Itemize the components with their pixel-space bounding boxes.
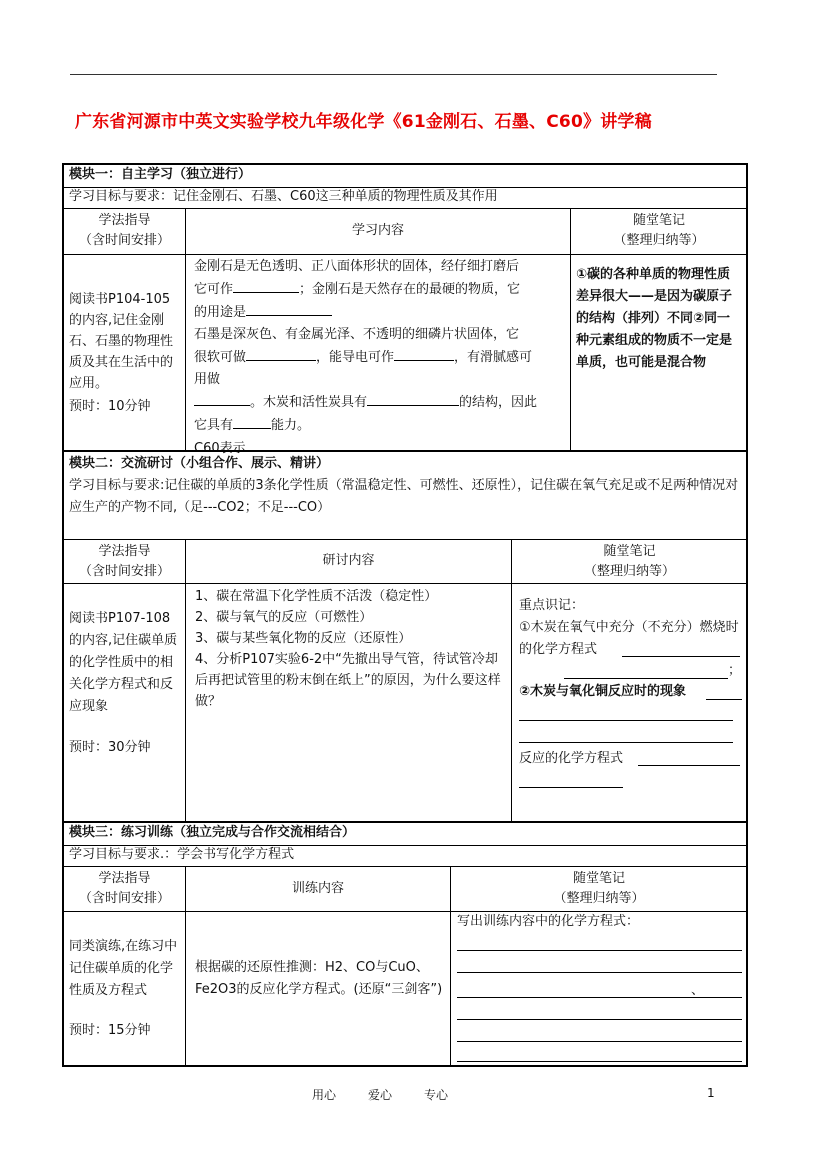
answer-line[interactable]	[622, 656, 740, 657]
col-notes-sublabel: （整理归纳等）	[583, 564, 675, 579]
content-line: 很软可做 ，能导电可作 ，有滑腻感可	[194, 346, 566, 369]
separator: ；	[728, 663, 742, 678]
footer-word: 用心	[312, 1088, 337, 1102]
header-rule	[70, 74, 717, 75]
module2-notes-head: 重点识记：	[519, 598, 585, 613]
module1-heading: 模块一：自主学习（独立进行）	[69, 167, 252, 182]
answer-line[interactable]	[564, 678, 728, 679]
fill-blank[interactable]	[246, 346, 316, 361]
content-line: 。木炭和活性炭具有 的结构，因此	[194, 391, 566, 414]
module2-table	[62, 450, 748, 823]
fill-blank[interactable]	[233, 414, 271, 429]
module1-col-notes	[571, 211, 747, 251]
answer-line[interactable]	[457, 1061, 742, 1062]
fill-blank[interactable]	[394, 346, 454, 361]
module3-notes-head: 写出训练内容中的化学方程式：	[457, 914, 640, 929]
module3-col-content: 训练内容	[291, 881, 344, 896]
module2-col-content: 研讨内容	[322, 553, 375, 568]
fill-blank[interactable]	[194, 391, 250, 406]
list-item: 3、碳与某些氧化物的反应（还原性）	[195, 631, 412, 646]
page-number: 1	[707, 1086, 715, 1100]
col-notes-sublabel: （整理归纳等）	[613, 233, 705, 248]
separator: 、	[691, 983, 705, 998]
fill-blank[interactable]	[367, 391, 459, 406]
module2-col-notes	[512, 542, 747, 582]
module3-guide-time: 预时：15分钟	[69, 1023, 151, 1038]
col-notes-sublabel: （整理归纳等）	[553, 891, 645, 906]
col-notes-label: 随堂笔记	[603, 544, 656, 559]
col-guide-label: 学法指导	[98, 871, 151, 886]
answer-line[interactable]	[457, 1019, 742, 1020]
module3-goal: 学习目标与要求.：学会书写化学方程式	[69, 847, 295, 862]
footer-word: 爱心	[368, 1088, 393, 1102]
answer-line[interactable]	[457, 950, 742, 951]
col-guide-sublabel: （含时间安排）	[78, 564, 170, 579]
content-line: 用做	[194, 372, 221, 387]
module1-col-content: 学习内容	[351, 223, 404, 238]
list-item: 2、碳与氧气的反应（可燃性）	[195, 610, 373, 625]
module3-heading: 模块三：练习训练（独立完成与合作交流相结合）	[69, 825, 356, 840]
col-notes-label: 随堂笔记	[632, 213, 685, 228]
content-line: 石墨是深灰色、有金属光泽、不透明的细磷片状固体，它	[194, 327, 520, 342]
module2-guide-time: 预时：30分钟	[69, 740, 151, 755]
module1-table	[62, 163, 748, 456]
fill-blank[interactable]	[246, 301, 332, 316]
answer-line[interactable]	[519, 742, 733, 743]
col-guide-label: 学法指导	[98, 213, 151, 228]
module2-heading: 模块二：交流研讨（小组合作、展示、精讲）	[69, 456, 330, 471]
content-line: 它可作 ；金刚石是天然存在的最硬的物质，它	[194, 278, 566, 301]
module3-table	[62, 821, 748, 1067]
fill-blank[interactable]	[233, 278, 299, 293]
answer-line[interactable]	[638, 765, 740, 766]
list-item: 1、碳在常温下化学性质不活泼（稳定性）	[195, 589, 438, 604]
answer-line[interactable]	[519, 787, 623, 788]
module2-items	[195, 586, 507, 712]
col-guide-sublabel: （含时间安排）	[78, 233, 170, 248]
module2-notes-3: 反应的化学方程式	[519, 751, 624, 766]
module3-guide-text: 同类演练,在练习中记住碳单质的化学性质及方程式	[69, 939, 178, 998]
module3-col-guide	[64, 869, 185, 909]
module2-guide-text: 阅读书P107-108的内容,记住碳单质的化学性质中的相关化学方程式和反应现象	[69, 611, 178, 714]
answer-line[interactable]	[457, 1041, 742, 1042]
col-guide-sublabel: （含时间安排）	[78, 891, 170, 906]
col-guide-label: 学法指导	[98, 544, 151, 559]
module1-content	[194, 256, 566, 460]
answer-line[interactable]	[706, 699, 742, 700]
footer-word: 专心	[424, 1088, 449, 1102]
module1-goal: 学习目标与要求：记住金刚石、石墨、C60这三种单质的物理性质及其作用	[69, 189, 498, 204]
guide-text: 阅读书P104-105的内容,记住金刚石、石墨的物理性质及其在生活中的应用。	[69, 292, 174, 391]
content-line: 它具有 能力。	[194, 414, 566, 437]
content-line: 的用途是	[194, 301, 566, 324]
content-line: C60表示	[194, 437, 566, 460]
module2-col-guide	[64, 542, 185, 582]
answer-line[interactable]	[457, 997, 742, 998]
module2-goal: 学习目标与要求:记住碳的单质的3条化学性质（常温稳定性、可燃性、还原性），记住碳在氧气充足或不足两种情况对应生产的产物不同,（足---CO2；不足---CO）	[69, 478, 739, 515]
content-line: 金刚石是无色透明、正八面体形状的固体，经仔细打磨后	[194, 259, 520, 274]
module2-notes-1: ①木炭在氧气中充分（不充分）燃烧时的化学方程式	[519, 620, 739, 657]
module1-col-guide	[64, 211, 185, 251]
module1-notes: ①碳的各种单质的物理性质差异很大——是因为碳原子的结构（排列）不同②同一种元素组成的物质不一定是单质，也可能是混合物	[576, 267, 733, 370]
answer-line[interactable]	[457, 972, 742, 973]
col-notes-label: 随堂笔记	[572, 871, 625, 886]
answer-line[interactable]	[519, 720, 733, 721]
list-item: 4、分析P107实验6-2中“先撤出导气管，待试管冷却后再把试管里的粉末倒在纸上”的原因，为什么要这样做？	[195, 652, 501, 709]
module3-col-notes	[451, 869, 747, 909]
module1-guide-text	[69, 289, 182, 394]
module2-notes-2: ②木炭与氧化铜反应时的现象	[519, 684, 687, 699]
document-title: 广东省河源市中英文实验学校九年级化学《61金刚石、石墨、C60》讲学稿	[75, 112, 652, 132]
module3-content: 根据碳的还原性推测：H2、CO与CuO、Fe2O3的反应化学方程式。(还原“三剑客”)	[195, 960, 443, 997]
module1-guide-time: 预时：10分钟	[69, 399, 151, 414]
